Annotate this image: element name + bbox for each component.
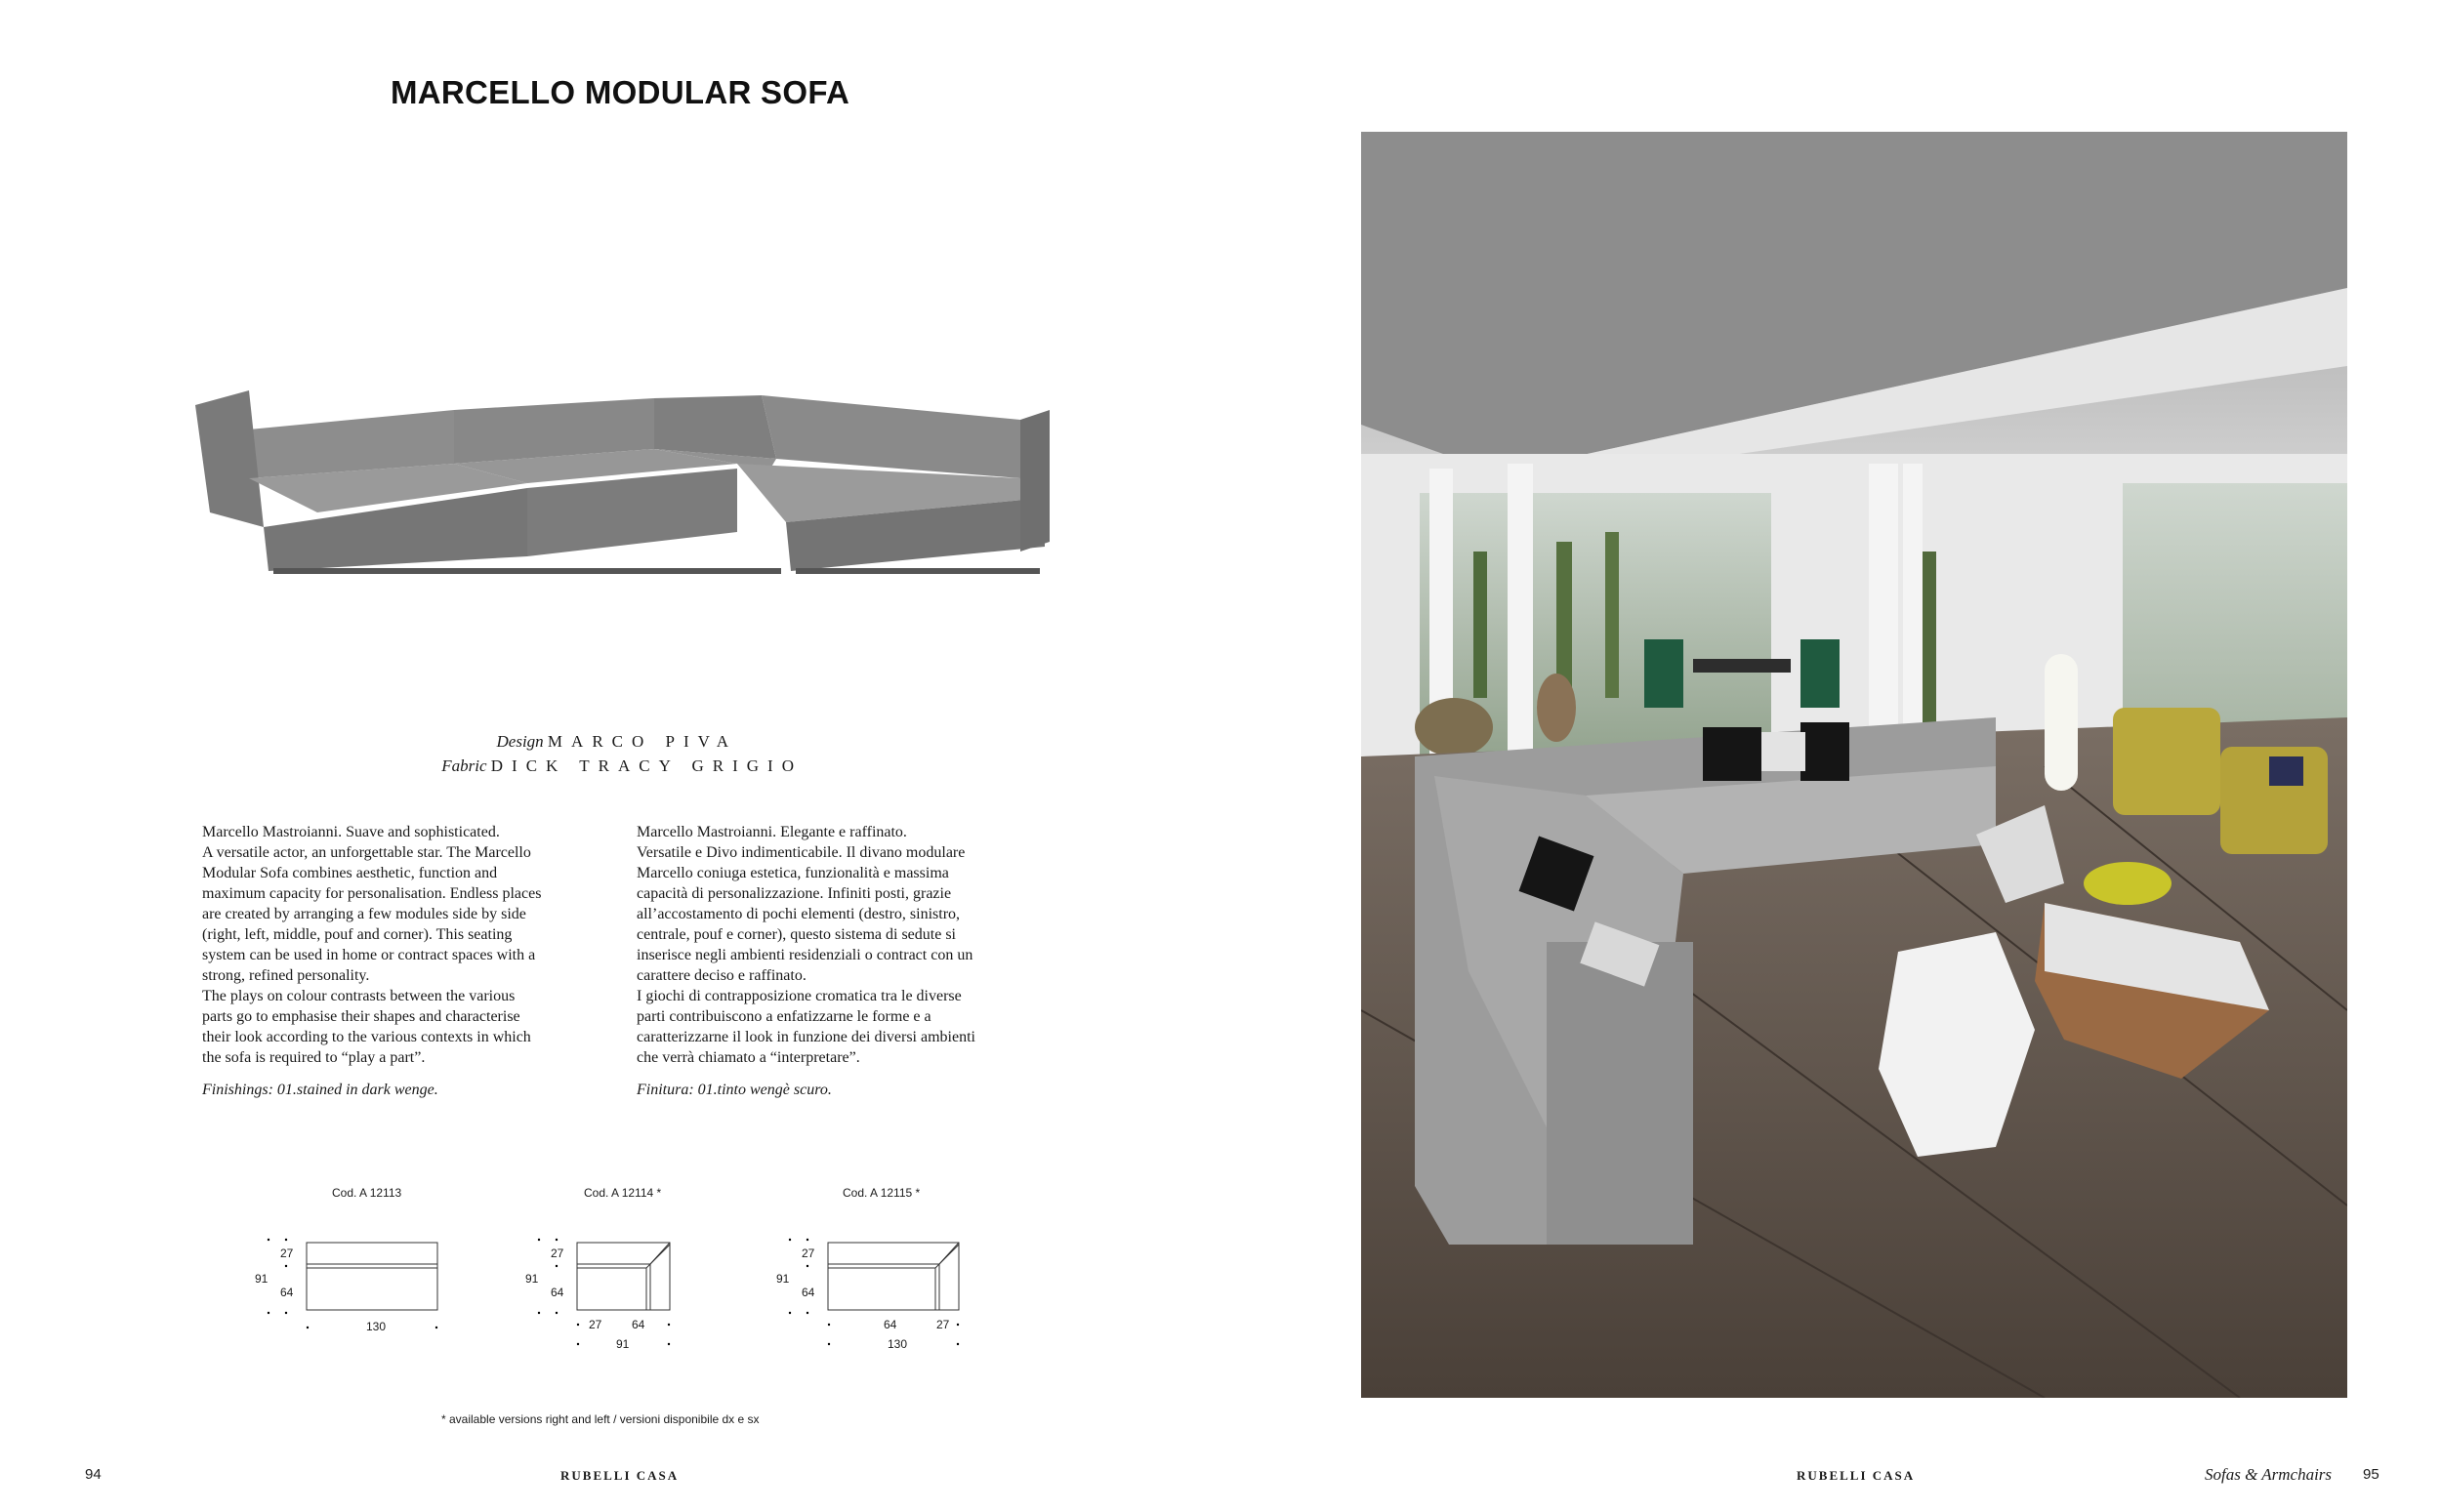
bottom-dimension-b: 64	[632, 1318, 645, 1331]
text-line: system can be used in home or contract spaces with a	[202, 947, 536, 963]
total-width: 91	[616, 1337, 630, 1351]
fabric-label: Fabric	[441, 756, 487, 775]
text-line: all’accostamento di pochi elementi (destro, sinistro,	[637, 906, 961, 922]
module-diagram-a12114	[516, 1186, 769, 1381]
text-line: parti contribuiscono a enfatizzarne le forme e a	[637, 1008, 931, 1025]
text-line: parts go to emphasise their shapes and characterise	[202, 1008, 520, 1025]
sofa-product-image	[190, 351, 1050, 586]
total-depth: 91	[525, 1272, 539, 1286]
bottom-dimension-a: 64	[884, 1318, 897, 1331]
text-line: are created by arranging a few modules side by side	[202, 906, 526, 922]
text-line: their look according to the various contexts in which	[202, 1029, 531, 1045]
module-code: Cod. A 12114 *	[584, 1186, 662, 1200]
text-line: che verrà chiamato a “interpretare”.	[637, 1049, 860, 1066]
module-drawing	[516, 1186, 769, 1381]
text-line: capacità di personalizzazione. Infiniti posti, grazie	[637, 885, 952, 902]
design-credit	[497, 732, 738, 752]
design-label: Design	[496, 732, 544, 751]
seat-depth: 64	[551, 1286, 564, 1299]
back-depth: 27	[280, 1246, 294, 1260]
description-italian	[637, 822, 1047, 1100]
versions-note: * available versions right and left / versioni disponibile dx e sx	[441, 1412, 760, 1426]
text-line: the sofa is required to “play a part”.	[202, 1049, 426, 1066]
brand-right: RUBELLI CASA	[1797, 1468, 1916, 1483]
brand-left: RUBELLI CASA	[560, 1468, 680, 1483]
module-diagram-a12115	[765, 1186, 1018, 1381]
text-line: (right, left, middle, pouf and corner). This seating	[202, 926, 513, 943]
text-line: Marcello Mastroianni. Suave and sophisticated.	[202, 824, 500, 840]
finishing-english: Finishings: 01.stained in dark wenge.	[202, 1082, 438, 1098]
text-line: Modular Sofa combines aesthetic, function and	[202, 865, 498, 881]
text-line: I giochi di contrapposizione cromatica tra le diverse	[637, 988, 962, 1004]
seat-depth: 64	[280, 1286, 294, 1299]
module-drawing	[244, 1186, 498, 1381]
total-depth: 91	[776, 1272, 790, 1286]
text-line: inserisce negli ambienti residenziali o contract con un	[637, 947, 973, 963]
module-diagram-a12113	[244, 1186, 498, 1381]
back-depth: 27	[802, 1246, 815, 1260]
module-code: Cod. A 12113	[332, 1186, 402, 1200]
page-number-right: 95	[2363, 1466, 2379, 1483]
page-title: MARCELLO MODULAR SOFA	[391, 74, 850, 110]
text-line: strong, refined personality.	[202, 967, 370, 984]
bottom-dimension-a: 27	[589, 1318, 602, 1331]
description-english	[202, 822, 612, 1100]
module-code: Cod. A 12115 *	[843, 1186, 921, 1200]
seat-depth: 64	[802, 1286, 815, 1299]
text-line: Marcello coniuga estetica, funzionalità e massima	[637, 865, 949, 881]
text-line: caratterizzarne il look in funzione dei diversi ambienti	[637, 1029, 975, 1045]
text-line: carattere deciso e raffinato.	[637, 967, 807, 984]
module-drawing	[765, 1186, 1018, 1381]
bottom-dimension-b: 27	[936, 1318, 950, 1331]
fabric-credit	[441, 756, 803, 776]
text-line: centrale, pouf e corner), questo sistema di sedute si	[637, 926, 956, 943]
interior-photo	[1361, 132, 2347, 1398]
text-line: The plays on colour contrasts between the various	[202, 988, 516, 1004]
designer-name: MARCO PIVA	[547, 732, 737, 751]
text-line: maximum capacity for personalisation. Endless places	[202, 885, 542, 902]
text-line: Marcello Mastroianni. Elegante e raffinato.	[637, 824, 907, 840]
fabric-name: DICK TRACY GRIGIO	[490, 756, 803, 775]
total-width: 130	[888, 1337, 908, 1351]
text-line: Versatile e Divo indimenticabile. Il divano modulare	[637, 844, 966, 861]
section-name: Sofas & Armchairs	[2205, 1465, 2333, 1484]
text-line: A versatile actor, an unforgettable star. The Marcello	[202, 844, 531, 861]
back-depth: 27	[551, 1246, 564, 1260]
total-depth: 91	[255, 1272, 269, 1286]
finishing-italian: Finitura: 01.tinto wengè scuro.	[637, 1082, 832, 1098]
total-width: 130	[366, 1320, 387, 1333]
page-number-left: 94	[85, 1466, 102, 1483]
